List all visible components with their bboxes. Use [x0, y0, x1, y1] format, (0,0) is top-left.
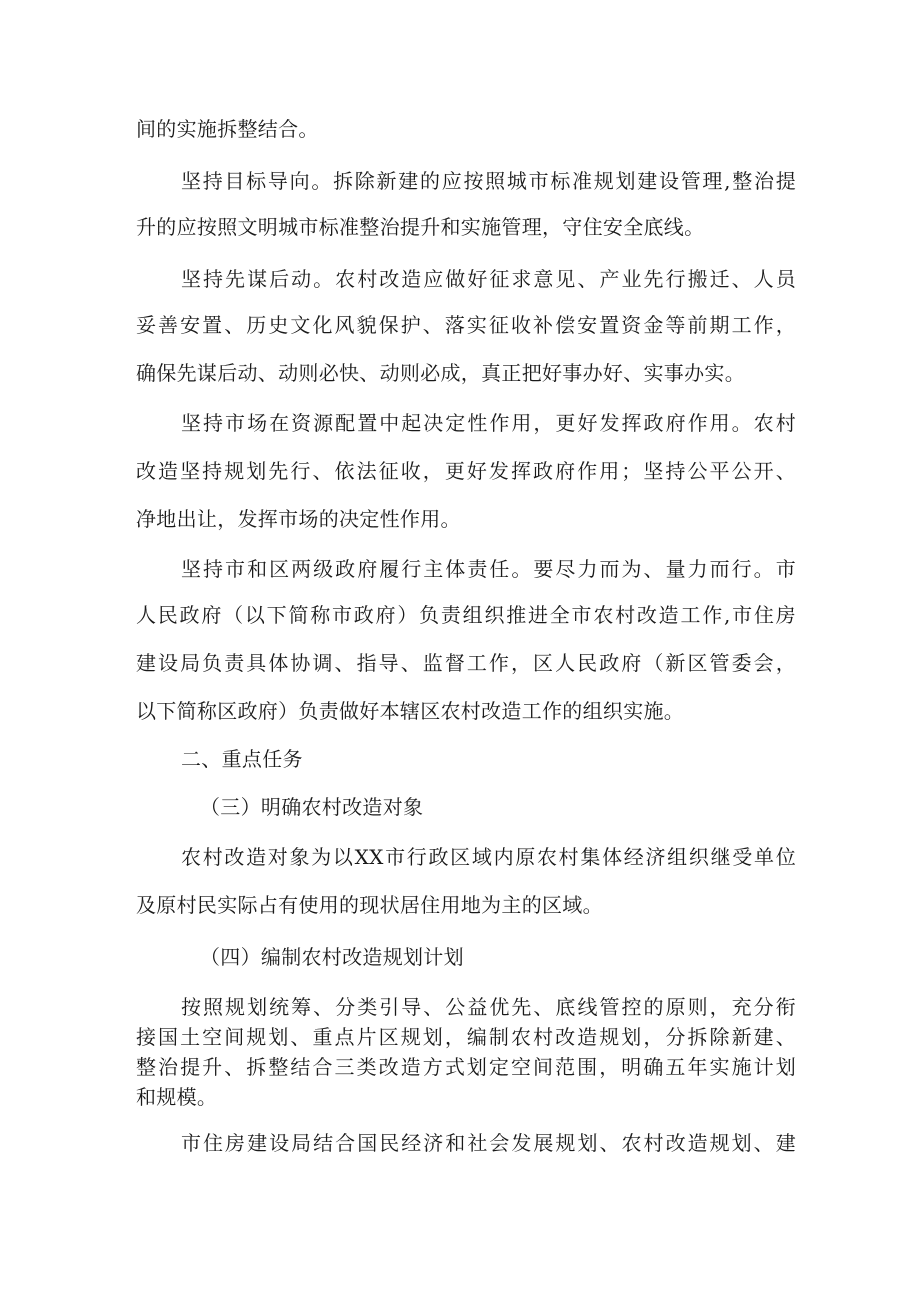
paragraph-line: 农村改造对象为以XX市行政区域内原农村集体经济组织继受单位 [181, 845, 796, 869]
paragraph-line: 市住房建设局结合国民经济和社会发展规划、农村改造规划、建 [181, 1131, 796, 1155]
paragraph-line: 间的实施拆整结合。 [136, 117, 319, 141]
subsection-heading: （三）明确农村改造对象 [200, 795, 424, 819]
paragraph-line: 确保先谋后动、动则必快、动则必成，真正把好事办好、实事办实。 [136, 361, 745, 385]
paragraph-line: 坚持先谋后动。农村改造应做好征求意见、产业先行搬迁、人员 [181, 267, 796, 291]
paragraph-line: 妥善安置、历史文化风貌保护、落实征收补偿安置资金等前期工作， [136, 313, 796, 337]
paragraph-line: 改造坚持规划先行、依法征收，更好发挥政府作用；坚持公平公开、 [136, 459, 796, 483]
paragraph-line: 以下简称区政府）负责做好本辖区农村改造工作的组织实施。 [136, 699, 685, 723]
paragraph-line: 按照规划统筹、分类引导、公益优先、底线管控的原则，充分衔 [181, 995, 796, 1019]
paragraph-line: 和规模。 [136, 1085, 218, 1109]
paragraph-line: 及原村民实际占有使用的现状居住用地为主的区域。 [136, 893, 603, 917]
paragraph-line: 建设局负责具体协调、指导、监督工作，区人民政府（新区管委会， [136, 651, 796, 675]
paragraph-line: 升的应按照文明城市标准整治提升和实施管理，守住安全底线。 [136, 215, 705, 239]
subsection-heading: （四）编制农村改造规划计划 [200, 945, 464, 969]
section-heading: 二、重点任务 [181, 747, 303, 771]
paragraph-line: 整治提升、拆整结合三类改造方式划定空间范围，明确五年实施计划 [136, 1055, 796, 1079]
paragraph-line: 坚持目标导向。拆除新建的应按照城市标准规划建设管理,整治提 [181, 169, 796, 193]
paragraph-line: 坚持市场在资源配置中起决定性作用，更好发挥政府作用。农村 [181, 411, 796, 435]
paragraph-line: 接国土空间规划、重点片区规划，编制农村改造规划，分拆除新建、 [136, 1025, 796, 1049]
paragraph-line: 坚持市和区两级政府履行主体责任。要尽力而为、量力而行。市 [181, 557, 796, 581]
paragraph-line: 净地出让，发挥市场的决定性作用。 [136, 507, 461, 531]
paragraph-line: 人民政府（以下简称市政府）负责组织推进全市农村改造工作,市住房 [136, 603, 796, 627]
